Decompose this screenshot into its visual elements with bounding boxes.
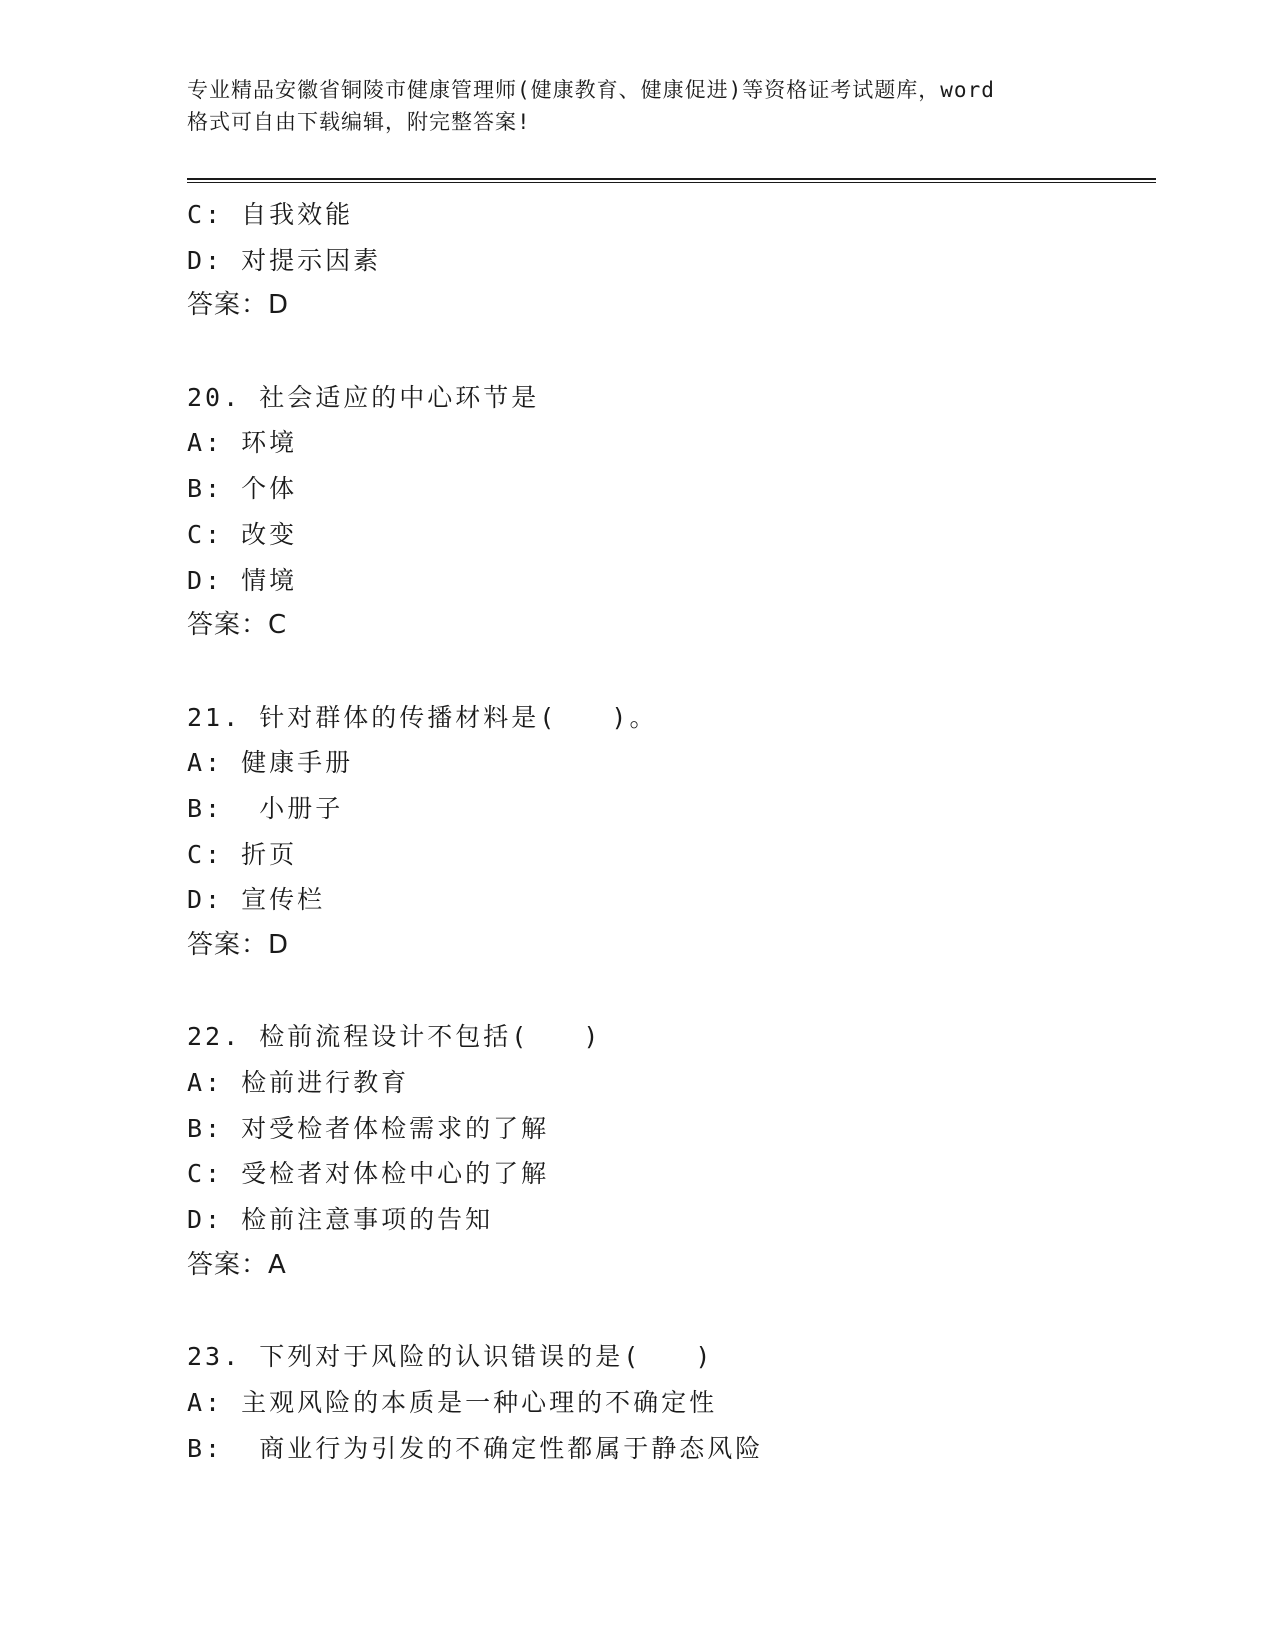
answer-label: 答案：D bbox=[187, 290, 290, 321]
option-b: B: 个体 bbox=[187, 474, 298, 504]
answer-label: 答案：A bbox=[187, 1249, 287, 1280]
option-a: A: 环境 bbox=[187, 428, 298, 458]
option-c: C: 改变 bbox=[187, 519, 298, 549]
spacer bbox=[187, 649, 1156, 695]
question-stem: 20. 社会适应的中心环节是 bbox=[187, 382, 540, 412]
spacer bbox=[187, 969, 1156, 1015]
option-c: C: 自我效能 bbox=[187, 200, 354, 229]
spacer bbox=[187, 329, 1156, 375]
answer-label: 答案：C bbox=[187, 610, 288, 641]
option-a: A: 主观风险的本质是一种心理的不确定性 bbox=[187, 1387, 718, 1417]
option-a: A: 健康手册 bbox=[187, 748, 354, 778]
option-a: A: 检前进行教育 bbox=[187, 1068, 410, 1098]
option-d: D: 检前注意事项的告知 bbox=[187, 1205, 494, 1235]
page-header bbox=[187, 74, 1087, 138]
option-d: D: 对提示因素 bbox=[187, 245, 382, 275]
question-list bbox=[187, 192, 1156, 1471]
question-stem: 22. 检前流程设计不包括( ) bbox=[187, 1022, 602, 1052]
option-c: C: 受检者对体检中心的了解 bbox=[187, 1159, 550, 1189]
option-b: B: 对受检者体检需求的了解 bbox=[187, 1113, 550, 1143]
option-b: B: 商业行为引发的不确定性都属于静态风险 bbox=[187, 1433, 764, 1463]
question-21 bbox=[187, 695, 1156, 969]
header-line-1: 专业精品安徽省铜陵市健康管理师(健康教育、健康促进)等资格证考试题库，word bbox=[187, 78, 995, 102]
question-stem: 23. 下列对于风险的认识错误的是( ) bbox=[187, 1342, 714, 1372]
question-22 bbox=[187, 1014, 1156, 1288]
option-d: D: 情境 bbox=[187, 565, 298, 595]
question-19-tail bbox=[187, 192, 1156, 329]
question-stem: 21. 针对群体的传播材料是( )。 bbox=[187, 702, 658, 732]
question-20 bbox=[187, 375, 1156, 649]
header-line-2: 格式可自由下载编辑，附完整答案! bbox=[187, 110, 531, 134]
question-23 bbox=[187, 1334, 1156, 1471]
header-divider bbox=[187, 178, 1156, 183]
option-c: C: 折页 bbox=[187, 839, 298, 869]
option-d: D: 宣传栏 bbox=[187, 885, 326, 915]
option-b: B: 小册子 bbox=[187, 793, 344, 823]
answer-label: 答案：D bbox=[187, 930, 290, 960]
spacer bbox=[187, 1289, 1156, 1335]
